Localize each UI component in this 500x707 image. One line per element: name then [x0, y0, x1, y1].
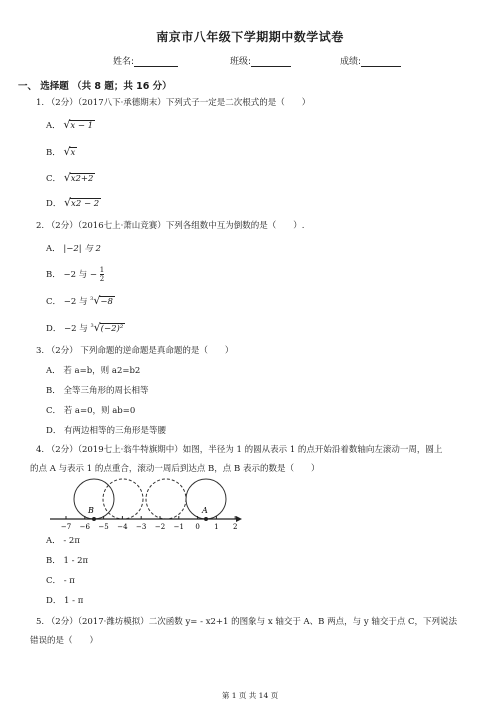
question-5-stem-line1: 5. （2分）（2017·潍坊模拟）二次函数 y= - x2+1 的图象与 x 轴交于 A、B 两点，与 y 轴交于点 C，下列说法 [36, 617, 458, 627]
option-text: 若 a=b，则 a2=b2 [63, 366, 141, 376]
name-label: 姓名: [113, 57, 135, 67]
option-label: A． [46, 536, 61, 546]
score-label: 成绩: [340, 57, 362, 67]
q2-option-c [46, 294, 115, 307]
root-index: 3 [90, 296, 94, 303]
radical-icon: √ [63, 171, 71, 184]
q2-option-a [46, 242, 101, 254]
axis-tick-label: −3 [136, 523, 147, 531]
option-label: B． [46, 556, 61, 566]
page-footer: 第 1 页 共 14 页 [221, 691, 279, 700]
question-2-stem: 2. （2分）（2016七上·萧山竞赛）下列各组数中互为倒数的是（ ）. [36, 221, 305, 231]
option-text: −2 与 [63, 297, 91, 307]
q3-option-d [46, 424, 166, 436]
point-b-dot [92, 517, 96, 521]
option-label: B． [46, 386, 61, 396]
option-label: C． [46, 406, 62, 416]
radical-icon: √ [63, 118, 71, 131]
section-heading: 一、 选择题 （共 8 题；共 16 分） [18, 81, 172, 92]
option-text: 全等三角形的周长相等 [63, 386, 149, 396]
name-field [113, 54, 178, 67]
name-blank [134, 57, 178, 67]
class-label: 班级: [230, 57, 252, 67]
option-text: 1 - 2π [63, 556, 89, 566]
option-label: A． [46, 244, 61, 254]
option-text: - π [63, 576, 75, 586]
q1-option-a [46, 118, 95, 131]
option-text: −2 与 − [63, 270, 98, 280]
radicand: (−2)² [100, 324, 124, 334]
q2-option-b [46, 266, 104, 283]
question-4-stem-line1: 4. （2分）（2019七上·翁牛特旗期中）如图，半径为 1 的圆从表示 1 的点开始沿着数轴向左滚动一周，圆上 [36, 445, 443, 455]
option-label: A． [46, 366, 61, 376]
radical-icon: √ [93, 294, 101, 307]
score-field [340, 54, 401, 67]
axis-tick-label: −6 [79, 523, 90, 531]
radical-icon: √ [93, 321, 101, 334]
option-text: |−2| 与 2 [63, 244, 101, 254]
option-label: C． [46, 297, 62, 307]
q3-option-c [46, 404, 135, 416]
q3-option-b [46, 384, 148, 396]
point-a-dot [204, 517, 208, 521]
q1-option-d [46, 196, 101, 209]
option-text: 有两边相等的三角形是等腰 [64, 426, 167, 436]
page-title: 南京市八年级下学期期中数学试卷 [156, 30, 344, 44]
q4-option-b [46, 554, 88, 566]
circle-rolling-1 [103, 479, 143, 519]
number-line-figure [44, 474, 244, 534]
axis-tick-label: −4 [117, 523, 128, 531]
axis-tick-label: −7 [60, 523, 72, 531]
radical-icon: √ [63, 145, 71, 158]
question-3-stem: 3. （2分） 下列命题的逆命题是真命题的是（ ） [36, 346, 234, 356]
axis-tick-label: −2 [154, 523, 166, 531]
point-b-label: B [88, 506, 94, 515]
circle-rolling-2 [146, 479, 186, 519]
class-field [230, 54, 291, 67]
circle-start-left [74, 479, 114, 519]
option-label: B． [46, 148, 61, 158]
fraction-numerator: 1 [99, 266, 105, 274]
option-text: - 2π [63, 536, 80, 546]
option-text: 1 - π [64, 596, 84, 606]
class-blank [251, 57, 291, 67]
axis-tick-label: −1 [173, 523, 184, 531]
option-text: −2 与 [64, 324, 91, 334]
radicand: x2 − 2 [71, 199, 100, 209]
radicand: −8 [100, 297, 113, 307]
root-index: 3 [90, 323, 94, 330]
axis-tick-label: 2 [232, 523, 238, 531]
question-5-stem-line2: 错误的是（ ） [30, 636, 99, 646]
question-4-stem-line2: 的点 A 与表示 1 的点重合，滚动一周后到达点 B，点 B 表示的数是（ ） [30, 464, 320, 474]
option-label: D． [46, 596, 62, 606]
radicand: x − 1 [70, 121, 94, 131]
q4-option-a [46, 534, 80, 546]
radicand: x2+2 [70, 174, 94, 184]
score-blank [361, 57, 401, 67]
option-text: 若 a=0，则 ab=0 [63, 406, 136, 416]
option-label: D． [46, 426, 62, 436]
axis-tick-label: −5 [98, 523, 109, 531]
option-label: D． [46, 199, 62, 209]
axis-tick-label: 0 [195, 523, 200, 531]
q3-option-a [46, 364, 140, 376]
option-label: C． [46, 576, 62, 586]
point-a-label: A [202, 506, 208, 515]
axis-tick-label: 1 [214, 523, 219, 531]
question-1-stem: 1. （2分）（2017八下·承德期末）下列式子一定是二次根式的是（ ） [36, 98, 311, 108]
option-label: A． [46, 121, 61, 131]
q4-option-c [46, 574, 75, 586]
q2-option-d [46, 321, 125, 334]
axis-arrow-icon [236, 516, 242, 522]
radical-icon: √ [64, 196, 72, 209]
option-label: D． [46, 324, 62, 334]
fraction-denominator: 2 [99, 275, 105, 283]
q1-option-c [46, 171, 95, 184]
radicand: x [70, 148, 76, 158]
option-label: C． [46, 174, 62, 184]
fraction [100, 266, 104, 283]
q4-option-d [46, 594, 83, 606]
option-label: B． [46, 270, 61, 280]
q1-option-b [46, 145, 77, 158]
